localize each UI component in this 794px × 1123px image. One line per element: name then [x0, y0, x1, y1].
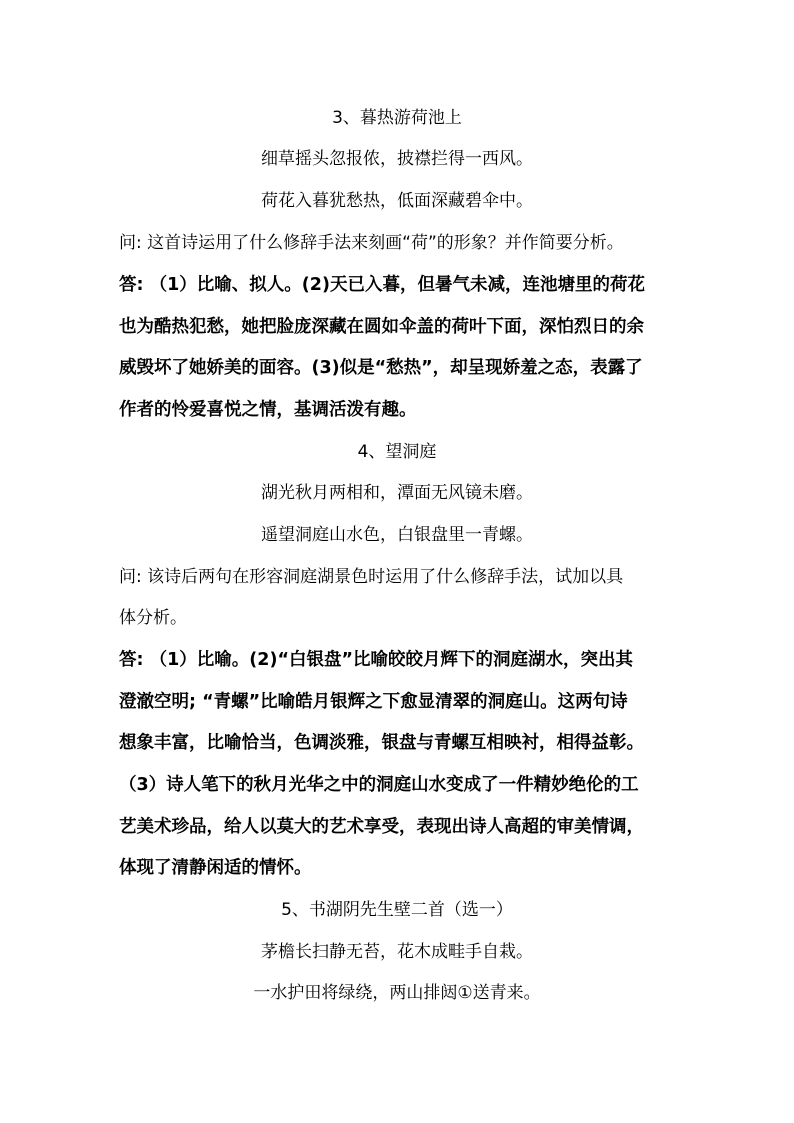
answer-text: 想象丰富，比喻恰当，色调淡雅，银盘与青螺互相映衬，相得益彰。 [119, 733, 644, 753]
answer-text: 答: （1）比喻、拟人。(2)天已入暮，但暑气未减，连池塘里的荷花 [119, 275, 645, 295]
poem-verse: 湖光秋月两相和，潭面无风镜未磨。 [261, 483, 533, 503]
answer-text: 体现了清静闲适的情怀。 [119, 858, 312, 878]
poem-verse: 一水护田将绿绕，两山排闼①送青来。 [253, 983, 541, 1003]
poem-title: 5、书湖阴先生壁二首（选一） [281, 900, 513, 920]
answer-text: 威毁坏了她娇美的面容。(3)似是“愁热”，却呈现娇羞之态，表露了 [119, 358, 643, 378]
poem-verse: 遥望洞庭山水色，白银盘里一青螺。 [261, 525, 533, 545]
answer-text: 也为酷热犯愁，她把脸庞深藏在圆如伞盖的荷叶下面，深怕烈日的余 [119, 317, 644, 337]
answer-text: 澄澈空明; “青螺”比喻皓月银辉之下愈显清翠的洞庭山。这两句诗 [119, 692, 628, 712]
answer-text: 作者的怜爱喜悦之情，基调活泼有趣。 [119, 400, 417, 420]
answer-text: 答: （1）比喻。(2)“白银盘”比喻皎皎月辉下的洞庭湖水，突出其 [119, 650, 633, 670]
poem-verse: 茅檐长扫静无苔，花木成畦手自栽。 [261, 942, 533, 962]
question-text: 问: 这首诗运用了什么修辞手法来刻画“荷”的形象？并作简要分析。 [119, 233, 624, 253]
answer-text: （3）诗人笔下的秋月光华之中的洞庭山水变成了一件精妙绝伦的工 [119, 775, 639, 795]
poem-title: 3、暮热游荷池上 [332, 108, 462, 128]
poem-verse: 荷花入暮犹愁热，低面深藏碧伞中。 [261, 191, 533, 211]
question-text: 问: 该诗后两句在形容洞庭湖景色时运用了什么修辞手法，试加以具 [119, 567, 624, 587]
answer-text: 艺美术珍品，给人以莫大的艺术享受，表现出诗人高超的审美情调， [119, 817, 644, 837]
question-text: 体分析。 [119, 608, 187, 628]
poem-verse: 细草摇头忽报侬，披襟拦得一西风。 [261, 149, 533, 169]
poem-title: 4、望洞庭 [357, 442, 437, 462]
